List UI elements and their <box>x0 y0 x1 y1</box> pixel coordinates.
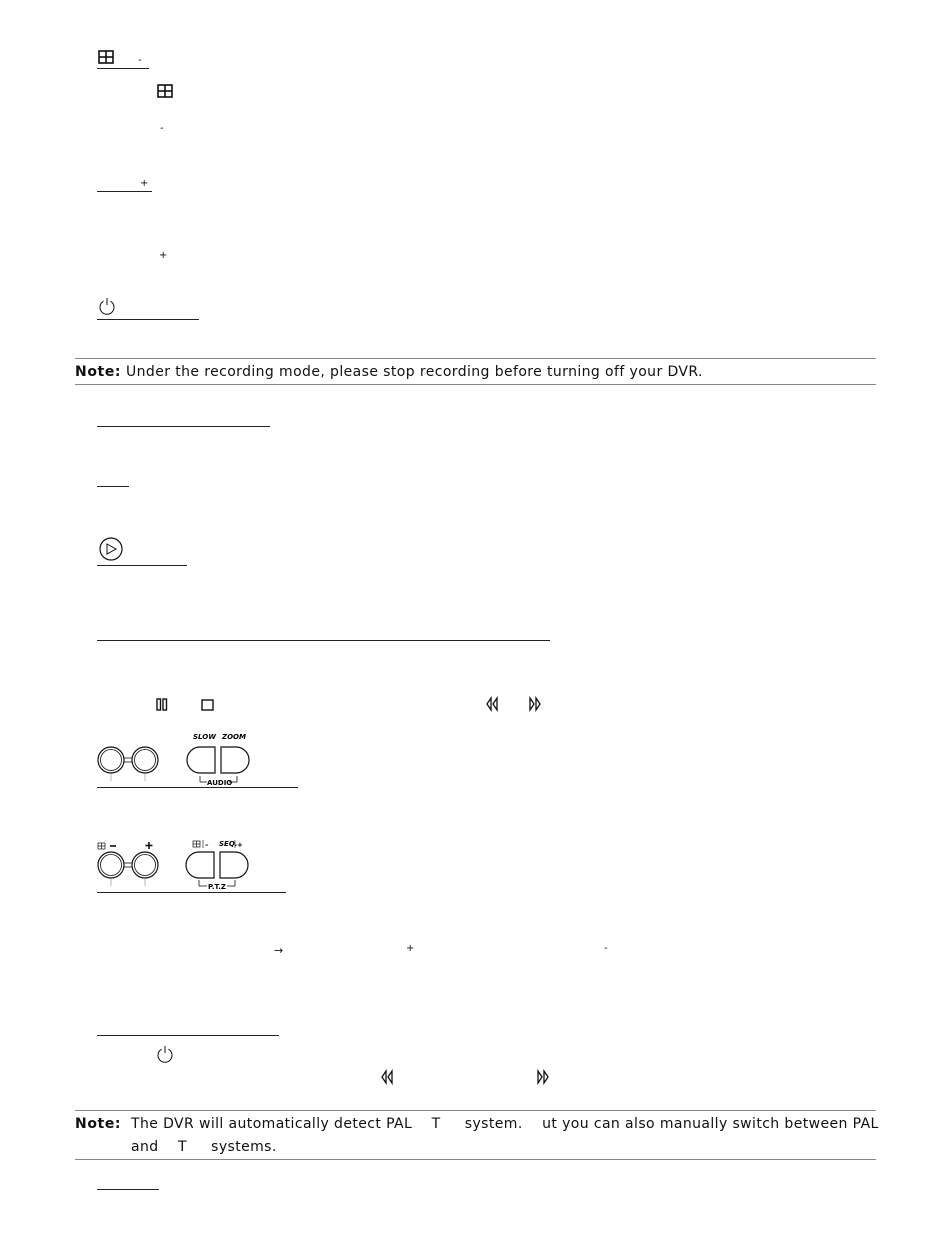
knob-left <box>98 747 124 773</box>
power-icon <box>98 297 116 315</box>
note-rule-bottom <box>75 1159 876 1160</box>
note-line-1: The DVR will automatically detect PAL T system. ut you can also manually switch between PAL <box>131 1116 879 1132</box>
play-icon <box>97 537 125 561</box>
heading-underline <box>97 68 149 69</box>
knob-left <box>98 852 124 878</box>
heading-underline <box>97 892 286 893</box>
minus-symbol: - <box>604 943 608 954</box>
power-icon <box>156 1045 174 1063</box>
fast-forward-icon <box>529 697 541 711</box>
label-ptz: P.T.Z <box>208 883 226 891</box>
note-label: Note: <box>75 364 122 380</box>
heading-underline <box>97 787 298 788</box>
label-zoom: ZOOM <box>222 733 246 741</box>
fast-forward-icon <box>537 1070 549 1084</box>
note-line-2: and T systems. <box>131 1139 277 1155</box>
knob-right <box>132 747 158 773</box>
heading-underline <box>97 1035 279 1036</box>
panel-diagram-ptz <box>97 838 287 894</box>
rewind-icon <box>486 697 498 711</box>
plus-symbol: + <box>406 943 415 954</box>
note-label: Note: <box>75 1116 122 1132</box>
arrow-right-symbol: → <box>274 944 284 957</box>
label-slow: SLOW <box>193 733 216 741</box>
heading-underline <box>97 426 270 427</box>
note-rule-top <box>75 1110 876 1111</box>
label-minus: – <box>205 841 209 849</box>
minus-symbol: - <box>160 123 164 134</box>
note-text: Under the recording mode, please stop recording before turning off your DVR. <box>125 364 703 380</box>
label-audio: AUDIO <box>207 779 233 787</box>
heading-underline <box>97 640 550 641</box>
pause-icon <box>156 698 168 711</box>
label-plus: + <box>237 841 243 849</box>
heading-underline <box>97 1189 159 1190</box>
label-seq: SEQ. <box>219 840 238 848</box>
heading-underline <box>97 191 152 192</box>
panel-diagram-audio <box>97 730 299 790</box>
heading-underline <box>97 565 187 566</box>
heading-underline <box>97 486 129 487</box>
slow-button-shape <box>200 748 201 774</box>
quad-icon-inline <box>157 84 173 98</box>
plus-symbol: + <box>140 178 149 189</box>
minus-symbol: - <box>138 55 142 66</box>
note-recording <box>75 364 703 380</box>
plus-symbol: + <box>159 250 168 261</box>
note-rule-bottom <box>75 384 876 385</box>
rewind-icon <box>381 1070 393 1084</box>
heading-underline <box>97 319 199 320</box>
quad-icon <box>98 50 114 64</box>
note-rule-top <box>75 358 876 359</box>
knob-right <box>132 852 158 878</box>
stop-icon <box>201 699 214 711</box>
